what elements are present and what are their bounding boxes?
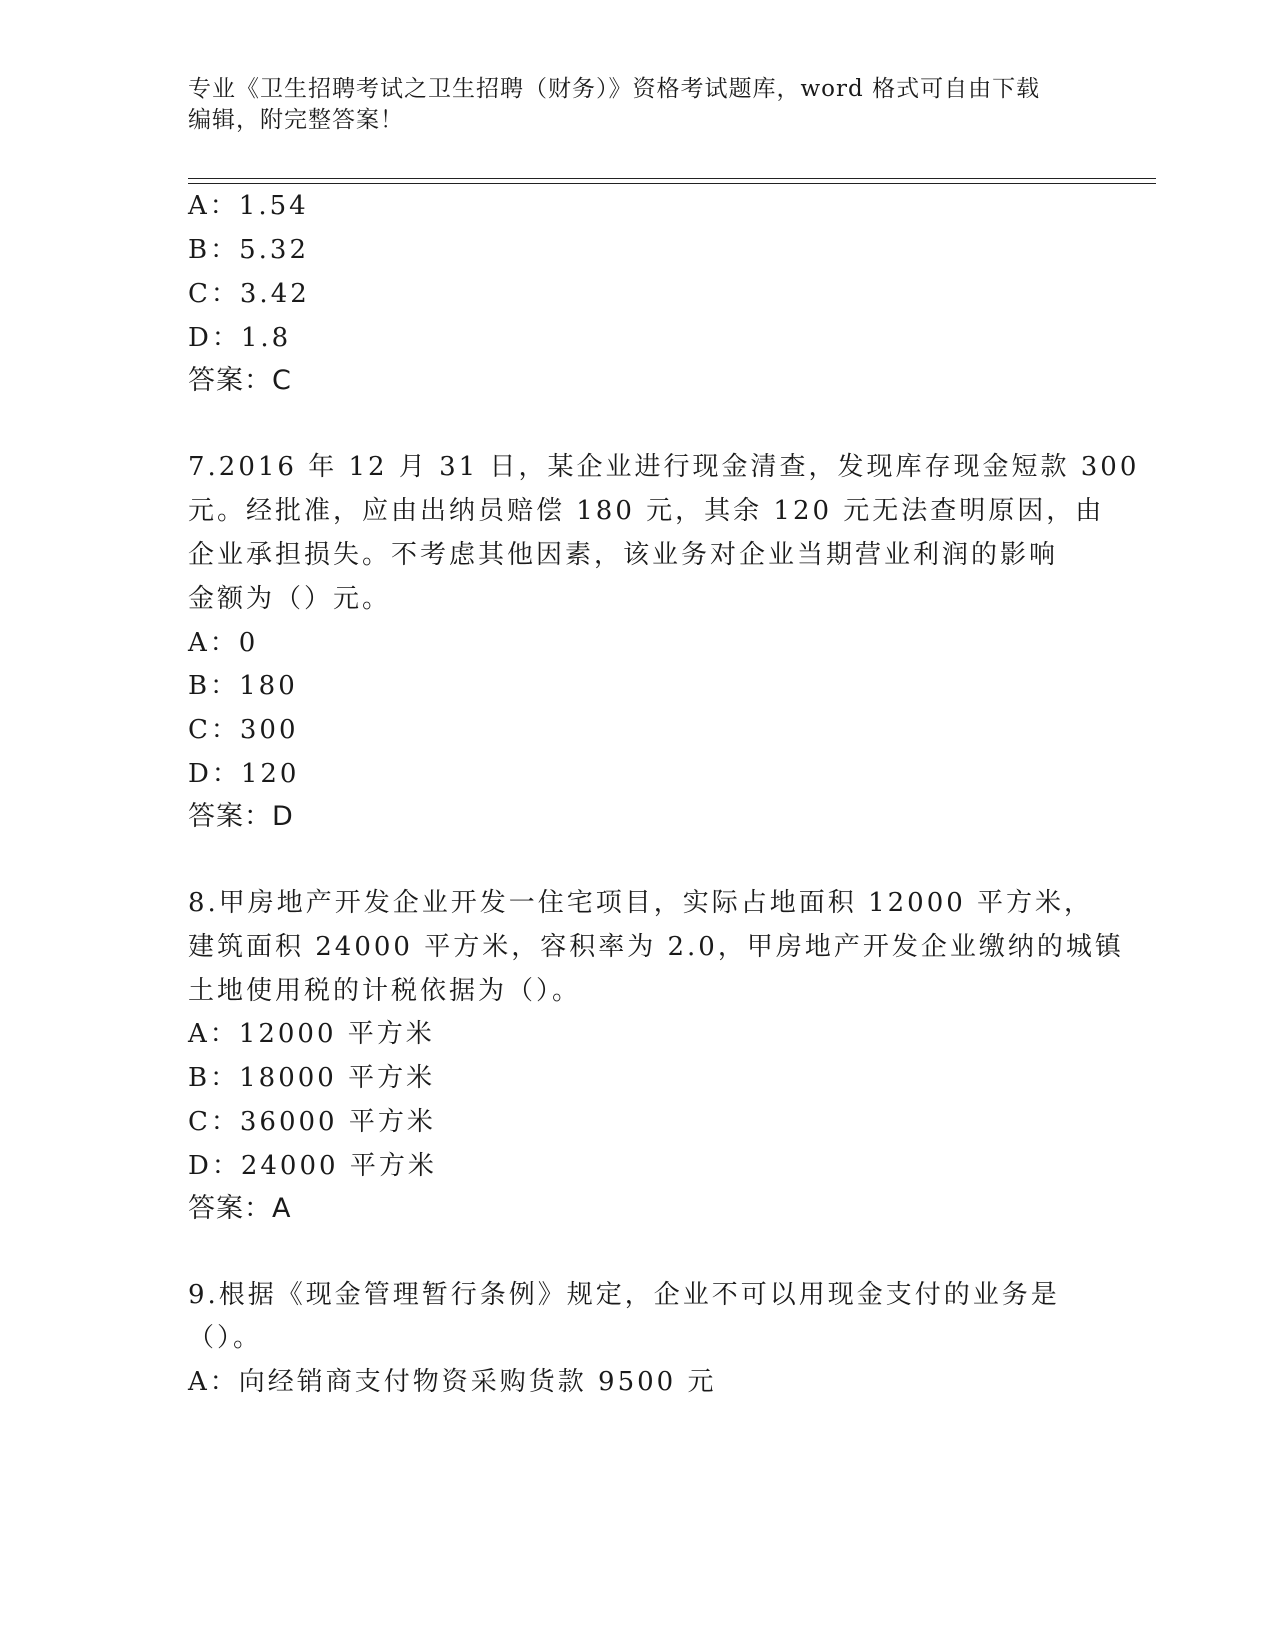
q7-stem-line-4: 金额为（）元。 (188, 584, 392, 614)
q9-stem-line-2: （）。 (188, 1323, 263, 1353)
header-line-2: 编辑，附完整答案！ (188, 107, 404, 133)
q7-answer: 答案：D (188, 801, 294, 832)
header-line-1: 专业《卫生招聘考试之卫生招聘（财务）》资格考试题库，word 格式可自由下载 (188, 76, 1041, 102)
q8-option-a: A：12000 平方米 (188, 1019, 435, 1049)
q9-stem-line-1: 9.根据《现金管理暂行条例》规定，企业不可以用现金支付的业务是 (188, 1280, 1060, 1310)
q8-option-c: C：36000 平方米 (188, 1107, 436, 1137)
header-divider-bottom (188, 183, 1156, 184)
q9-option-a: A：向经销商支付物资采购货款 9500 元 (188, 1367, 717, 1397)
q6-option-b: B：5.32 (188, 235, 309, 265)
q6-option-a: A：1.54 (188, 191, 309, 221)
q7-stem-line-2: 元。经批准，应由出纳员赔偿 180 元，其余 120 元无法查明原因，由 (188, 496, 1105, 526)
document-header (188, 74, 1088, 136)
header-divider-top (188, 178, 1156, 179)
q7-option-a: A：0 (188, 628, 259, 658)
q8-answer: 答案：A (188, 1193, 292, 1224)
q6-option-c: C：3.42 (188, 279, 310, 309)
q8-stem-line-2: 建筑面积 24000 平方米，容积率为 2.0，甲房地产开发企业缴纳的城镇 (188, 932, 1124, 962)
q8-option-d: D：24000 平方米 (188, 1151, 437, 1181)
q8-stem-line-3: 土地使用税的计税依据为（）。 (188, 976, 582, 1006)
q7-option-b: B：180 (188, 671, 298, 701)
q7-stem-line-1: 7.2016 年 12 月 31 日，某企业进行现金清查，发现库存现金短款 300 (188, 452, 1140, 482)
q7-option-d: D：120 (188, 759, 300, 789)
q6-option-d: D：1.8 (188, 323, 292, 353)
q8-option-b: B：18000 平方米 (188, 1063, 436, 1093)
q7-option-c: C：300 (188, 715, 299, 745)
q6-answer: 答案：C (188, 365, 292, 396)
q8-stem-line-1: 8.甲房地产开发企业开发一住宅项目，实际占地面积 12000 平方米， (188, 888, 1094, 918)
q7-stem-line-3: 企业承担损失。不考虑其他因素，该业务对企业当期营业利润的影响 (188, 540, 1059, 570)
